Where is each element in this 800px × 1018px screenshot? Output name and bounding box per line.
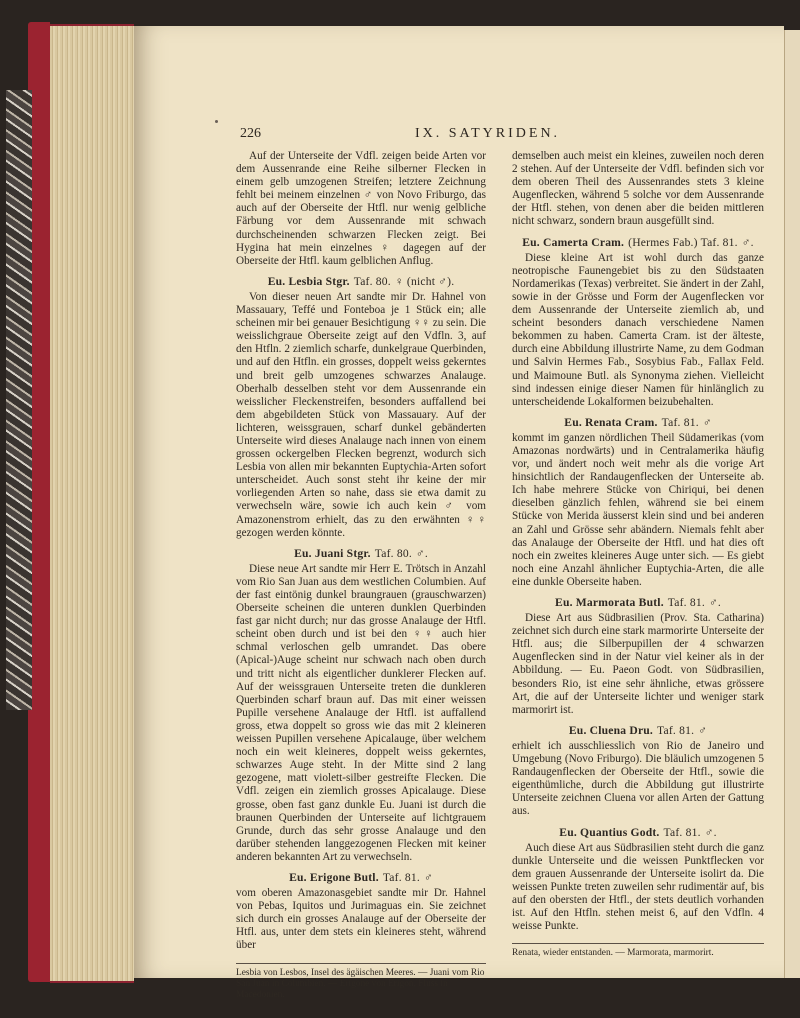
paragraph: Diese kleine Art ist wohl durch das ganze neotropische Faunengebiet bis zu den Südstaaten Nordamerikas (Texas) verbreitet. Sie ändert in der Zahl, sowie in der Grösse und Form der Augenflecken vor dem Aussenrande der Unterseite ziemlich ab, und scheint besonders danach verschiedene Namen bekommen zu haben. Camerta Cram. ist der älteste, durch eine Abbildung illustrirte Name, zu dem Godman und Salvin Hermes Fab., Sosybius Fab., Fallax Feld. und Maimoune Butl. als Synonyma ziehen. Vielleicht sind indessen einige dieser Namen für hinlänglich zu unterscheidende Lokalformen beizubehalten. xyxy=(512,251,764,408)
species-name: Eu. Juani Stgr. xyxy=(294,546,371,560)
species-name: Eu. Erigone Butl. xyxy=(289,870,379,884)
right-column xyxy=(512,150,764,959)
species-heading xyxy=(236,547,486,560)
footnote: Renata, wieder entstanden. — Marmorata, marmorirt. xyxy=(512,943,764,959)
species-heading xyxy=(512,596,764,609)
sex-symbol: ♂ xyxy=(424,870,433,884)
plate-reference: Taf. 81. ♂ xyxy=(382,870,433,884)
plate-reference: Taf. 81. ♂ xyxy=(657,723,708,737)
species-heading xyxy=(512,416,764,429)
paragraph: Auch diese Art aus Südbrasilien steht durch die ganz dunkle Unterseite und die weissen Punktflecken vor dem grauen Aussenrande der Unterseite isolirt da. Die weissen Punkte treten zuweilen sehr rudimentär auf, bis auf den obersten der Htfl., der stets deutlich vorhanden ist. Auf den Htfln. stehen meist 6, auf den Vdfln. 4 weisse Punkte. xyxy=(512,841,764,933)
plate-reference: Taf. 80. ♂. xyxy=(374,546,428,560)
running-head xyxy=(240,126,762,144)
left-column xyxy=(236,150,486,1001)
sex-symbol: ♀ (nicht ♂). xyxy=(394,274,455,288)
species-name: Eu. Camerta Cram. xyxy=(522,235,625,249)
species-heading xyxy=(236,871,486,884)
species-heading xyxy=(512,724,764,737)
page-number: 226 xyxy=(240,126,261,141)
paragraph: Auf der Unterseite der Vdfl. zeigen beide Arten vor dem Aussenrande eine Reihe silberner Flecken in einem gelb umzogenen Streifen; letztere Zeichnung fehlt bei meinem einzelnen ♂ von Novo Friburgo, das auch auf der Oberseite der Htfl. nur wenig gelbliche Färbung vor dem Aussenrande mit schwach durchscheinenden schwarzen Flecken zeigt. Bei Hygina hat mein einzelnes ♀ dagegen auf der Oberseite der Htfl. kaum gelblichen Anflug. xyxy=(236,150,486,267)
marbled-endpaper xyxy=(6,90,32,710)
footnote: Lesbia von Lesbos, Insel des ägäischen Meeres. — Juani vom Rio San Juan in Columbien. — Erigone von Erigon, Fluss in Macedonien. xyxy=(236,963,486,1001)
paragraph: demselben auch meist ein kleines, zuweilen noch deren 2 stehen. Auf der Unterseite der Vdfl. befinden sich vor dem oberen Theil des Aussenrandes stets 3 kleine Augenflecken, während 5 solche vor dem Aussenrande der Htfl. stehen, von denen aber die beiden mittleren nicht schwarz, sondern braun ausgefüllt sind. xyxy=(512,150,764,228)
paragraph: Diese Art aus Südbrasilien (Prov. Sta. Catharina) zeichnet sich durch eine stark marmorirte Unterseite der Htfl. aus; die Silberpupillen der 4 schwarzen Augenflecken sind in der Natur viel keiner als in der Abbildung. — Eu. Paeon Godt. von Südbrasilien, besonders Rio, ist eine sehr ähnliche, etwas grössere Art, die auf der Unterseite lichter und weniger stark marmorirt ist. xyxy=(512,612,764,716)
paragraph: erhielt ich ausschliesslich von Rio de Janeiro und Umgebung (Novo Friburgo). Die bläulich umzogenen 5 Randaugenflecken der Oberseite der Htfl., sowie die eigenthümliche, durch die Abbildung gut illustrirte Unterseite zeichnen Cluena vor allen Arten der Gattung aus. xyxy=(512,739,764,818)
sex-symbol: ♂ xyxy=(698,723,708,737)
page-stack-edge xyxy=(50,24,134,983)
paragraph: Von dieser neuen Art sandte mir Dr. Hahnel von Massauary, Teffé und Fonteboa je 1 Stück ein; alle scheinen mir bei genauer Besichtigung ♀♀ zu sein. Die weisslichgraue Oberseite zeigt auf den Vdfln. 3, auf den Htfln. 2 ziemlich scharfe, dunkelgraue Querbinden, und auf den Htfln. ein grosses, doppelt weiss gekerntes und breit gelb umzogenes schwarzes Analauge. Oberhalb desselben steht vor dem Aussenrande ein weisslicher Fleckenstreifen, besonders auffallend bei dem abgebildeten Stück von Massauary. Auf der lichteren, weissgrauen, scharf dunkel gebänderten Unterseite wird dieses Analauge nach innen von einem grossen ockergelben Flecken begrenzt, wodurch sich Lesbia von allen mir bekannten Euptychia-Arten sofort unterscheidet. Auch sonst steht ihr keine der mir vorliegenden Arten so nahe, dass sie etwa damit zu verwechseln wäre, sowie ich auch kein ♂ vom Amazonenstrom erhielt, das zu den erwähnten ♀♀ gezogen werden könnte. xyxy=(236,290,486,539)
margin-mark xyxy=(215,120,218,123)
species-name: Eu. Lesbia Stgr. xyxy=(267,274,350,288)
species-name: Eu. Quantius Godt. xyxy=(559,825,660,839)
paragraph: kommt im ganzen nördlichen Theil Südamerikas (vom Amazonas nordwärts) und in Centralamerika häufig vor, und ändert noch weit mehr als die vorige Art hinsichtlich der Randaugenflecken der Unterseite ab. Ich habe mehrere Stücke von Chiriqui, bei denen dieselben gänzlich fehlen, während sie bei einem Stücke von Merida äusserst klein sind und bei anderen an Zahl und Grösse sehr abändern. Niemals fehlt aber das Analauge der Oberseite der Htfl. und hat dies oft noch ein zweites kleineres Auge unter sich. — Es giebt noch eine Anzahl ähnlicher Euptychia-Arten, die alle eine dunkle Oberseite haben. xyxy=(512,431,764,588)
plate-reference: Taf. 81. ♂. xyxy=(663,825,717,839)
plate-reference: Taf. 81. ♂ xyxy=(661,415,712,429)
species-heading xyxy=(512,236,764,249)
plate-reference: Taf. 81. ♂. xyxy=(667,596,721,609)
paragraph: Diese neue Art sandte mir Herr E. Trötsch in Anzahl vom Rio San Juan aus dem westlichen Columbien. Auf der fast eintönig dunkel braungrauen (grauschwarzen) Oberseite scheinen die unteren dunklen Querbinden fast gar nicht durch; nur das grosse Analauge der Htfl. scheint oben durch und ist bei den ♀♀ auch hier schmal verloschen gelb umrandet. Das obere (Apical-)Auge scheint nur schwach nach oben durch und tritt nicht als eigentlicher dunklerer Flecken auf. Auf der weissgrauen Unterseite treten die dunkleren Querbinden scharf braun auf. Das mit einer weissen Pupille versehene Analauge der Htfl. ist auffallend gross, etwa doppelt so gross wie das mit 2 kleineren weissen Pupillen versehene Apicalauge, über welchem noch ein weit kleineres, doppelt weiss gekerntes, schwarzes Auge steht. In der Mitte sind 2 lang gezogene, matt violett-silber gestreifte Flecken. Die Vdfl. zeigen ein ziemlich grosses Apicalauge. Diese grosse, oben fast ganz dunkle Eu. Juani ist durch die braunen Querbinden der Unterseite auf lichtgrauem Grunde, durch das sehr grosse Analauge und den darüber stehenden langgezogenen Flecken mit keiner anderen bekannten Art zu verwechseln. xyxy=(236,562,486,863)
sex-symbol: ♂ xyxy=(702,415,712,429)
chapter-title: IX. SATYRIDEN. xyxy=(415,126,561,141)
species-heading xyxy=(512,826,764,839)
species-name: Eu. Marmorata Butl. xyxy=(555,596,664,609)
sex-symbol: ♂. xyxy=(704,825,717,839)
facing-page-edge xyxy=(784,30,800,978)
species-heading xyxy=(236,275,486,288)
sex-symbol: ♂. xyxy=(741,235,754,249)
sex-symbol: ♂. xyxy=(708,596,721,609)
sex-symbol: ♂. xyxy=(415,546,428,560)
plate-reference: (Hermes Fab.) Taf. 81. ♂. xyxy=(628,235,754,249)
plate-reference: Taf. 80. ♀ (nicht ♂). xyxy=(353,274,455,288)
paragraph: vom oberen Amazonasgebiet sandte mir Dr. Hahnel von Pebas, Iquitos und Jurimaguas ein. Sie zeichnet sich durch ein grosses Analauge auf der Oberseite der Htfl. aus, unter dem stets ein kleineres steht, während über xyxy=(236,887,486,952)
species-name: Eu. Renata Cram. xyxy=(564,415,658,429)
species-name: Eu. Cluena Dru. xyxy=(568,723,654,737)
